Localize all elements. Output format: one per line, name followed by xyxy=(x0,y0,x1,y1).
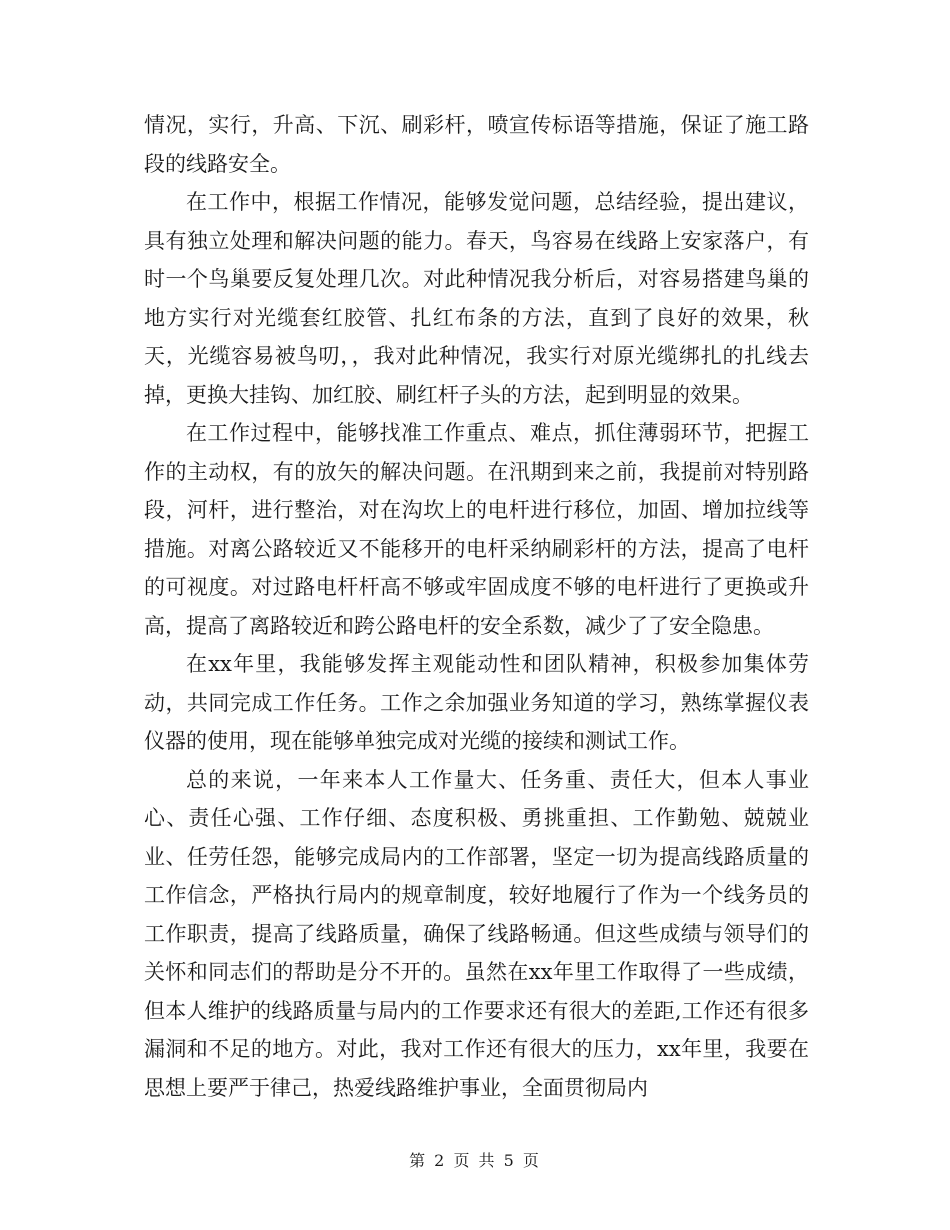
paragraph-1: 情况，实行，升高、下沉、刷彩杆，喷宣传标语等措施，保证了施工路段的线路安全。 xyxy=(144,113,809,176)
paragraph-3: 在工作过程中，能够找准工作重点、难点，抓住薄弱环节，把握工作的主动权，有的放矢的解决问题。在汛期到来之前，我提前对特别路段，河杆，进行整治，对在沟坎上的电杆进行移位，加固、增加拉线等措施。对离公路较近又不能移开的电杆采纳刷彩杆的方法，提高了电杆的可视度。对过路电杆杆高不够或牢固成度不够的电杆进行了更换或升高，提高了离路较近和跨公路电杆的安全系数，减少了了安全隐患。 xyxy=(144,421,809,638)
paragraph-4: 在xx年里，我能够发挥主观能动性和团队精神，积极参加集体劳动，共同完成工作任务。工作之余加强业务知道的学习，熟练掌握仪表仪器的使用，现在能够单独完成对光缆的接续和测试工作。 xyxy=(144,652,809,753)
document-body xyxy=(144,106,809,1107)
paragraph-2: 在工作中，根据工作情况，能够发觉问题，总结经验，提出建议，具有独立处理和解决问题的能力。春天，鸟容易在线路上安家落户，有时一个鸟巢要反复处理几次。对此种情况我分析后，对容易搭建鸟巢的地方实行对光缆套红胶管、扎红布条的方法，直到了良好的效果，秋天，光缆容易被鸟叨，，我对此种情况，我实行对原光缆绑扎的扎线去掉，更换大挂钩、加红胶、刷红杆子头的方法，起到明显的效果。 xyxy=(144,190,809,407)
paragraph-5: 总的来说，一年来本人工作量大、任务重、责任大，但本人事业心、责任心强、工作仔细、态度积极、勇挑重担、工作勤勉、兢兢业业、任劳任怨，能够完成局内的工作部署，坚定一切为提高线路质量的工作信念，严格执行局内的规章制度，较好地履行了作为一个线务员的工作职责，提高了线路质量，确保了线路畅通。但这些成绩与领导们的关怀和同志们的帮助是分不开的。虽然在xx年里工作取得了一些成绩，但本人维护的线路质量与局内的工作要求还有很大的差距,工作还有很多漏洞和不足的地方。对此，我对工作还有很大的压力，xx年里，我要在思想上要严于律己，热爱线路维护事业，全面贯彻局内 xyxy=(144,767,809,1100)
page-footer: 第 2 页 共 5 页 xyxy=(409,1151,541,1170)
